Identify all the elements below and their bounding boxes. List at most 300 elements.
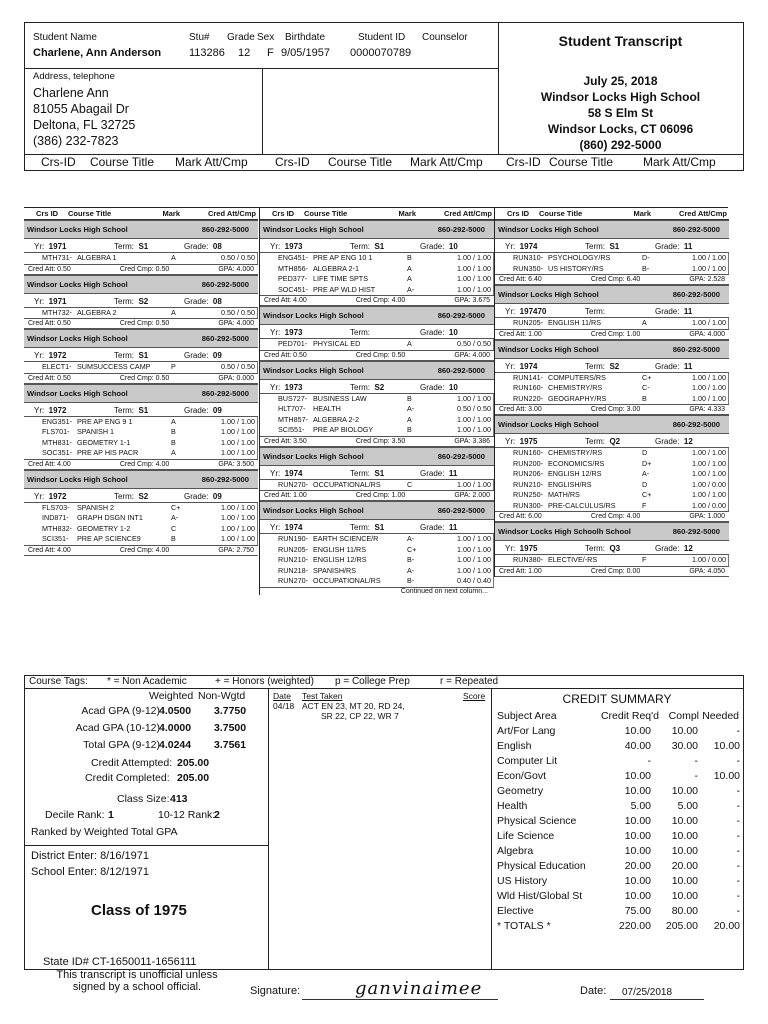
unofficial-line-1: This transcript is unofficial unless [56,969,218,981]
cred-completed: Cred Cmp: 0.50 [119,320,170,327]
credit-summary-row [497,903,741,918]
school-banner [260,361,494,380]
address-block [33,85,135,149]
term-grade-value: 11 [448,523,458,532]
subject-area: Elective [497,904,534,917]
term-year-value: 1971 [48,296,67,306]
term-gpa: GPA: 4.000 [218,320,254,327]
term-block [495,285,729,340]
course-id: SCI351- [42,534,69,543]
col-label-mark: Mark Att/Cmp [410,155,483,169]
term-year-label: Yr: [270,328,285,337]
term-summary [495,404,729,415]
credit-required: 10.00 [624,844,651,857]
course-row [495,448,729,459]
course-mark: P [171,362,176,371]
term-row [260,239,494,253]
term-grade-value: 09 [212,351,222,360]
school-banner [495,415,729,434]
transcript-column-1 [24,207,258,556]
course-row [260,253,494,264]
course-credits: 1.00 / 1.00 [668,448,729,459]
course-credits: 1.00 / 1.00 [197,438,258,449]
course-mark: C+ [407,544,417,554]
course-mark: A [171,307,176,317]
course-title: GRAPH DSGN INT1 [77,513,143,522]
tag-repeated: r = Repeated [440,676,499,687]
term-grade [420,383,480,392]
course-credits: 1.00 / 1.00 [433,480,494,491]
term-name [114,242,184,251]
course-credits: 1.00 / 1.00 [197,513,258,524]
school-banner-name: Windsor Locks High School [27,279,128,289]
term-year-value: 1972 [48,351,67,360]
decile-label: Decile Rank: [45,809,105,821]
course-title: SPANISH/RS [313,565,357,575]
term-summary [24,373,258,384]
course-mark: A [407,263,412,273]
course-id: RUN300- [513,500,543,510]
credit-completed: 10.00 [671,829,698,842]
left-rule [25,845,268,846]
column-header [495,207,729,220]
birthdate-value: 9/05/1957 [281,47,330,59]
course-id: SCI551- [278,425,305,434]
term-year-label: Yr: [34,405,49,415]
cred-completed: Cred Cmp: 0.50 [119,374,170,382]
course-credits: 1.00 / 1.00 [668,459,729,470]
term-grade [655,307,715,316]
term-name-value: S1 [609,242,620,251]
term-grade-label: Grade: [184,351,213,360]
term-summary [495,511,729,522]
course-row [260,415,494,426]
school-banner-name: Windsor Locks High School [498,290,599,299]
course-mark: B [171,534,176,543]
course-credits: 0.50 / 0.50 [433,404,494,415]
course-id: MTH732- [42,307,72,317]
header-mark: Mark [162,208,180,218]
course-mark: F [642,555,647,564]
course-id: MTH831- [42,437,72,447]
course-title: ENGLISH/RS [548,479,592,489]
term-name-value: S1 [374,242,385,251]
term-gpa: GPA: 4.050 [689,567,725,575]
course-id: RUN141- [513,372,543,382]
cred-attempted: Cred Att: 0.50 [28,320,71,327]
term-year-value: 1971 [48,242,67,251]
header-crs: Crs ID [507,208,530,218]
credit-required: 5.00 [630,799,651,812]
school-banner-name: Windsor Locks High School [498,344,599,354]
course-id: MTH857- [278,414,308,424]
course-mark: A [171,253,176,262]
course-credits: 1.00 / 1.00 [197,503,258,514]
term-year [270,523,350,532]
course-mark: F [642,500,647,510]
tags-label: Course Tags: [29,676,88,687]
course-mark: A- [407,565,415,575]
term-summary [260,350,494,361]
school-banner-name: Windsor Locks High School [27,225,128,234]
credit-completed: 10.00 [671,844,698,857]
term-grade-value: 08 [212,242,222,251]
credit-completed: - [694,769,698,782]
course-credits: 0.50 / 0.50 [433,339,494,350]
course-row [260,480,494,491]
school-banner-phone: 860-292-5000 [201,334,249,343]
term-block [24,220,258,275]
school-banner [24,384,258,403]
term-grade-label: Grade: [420,382,449,392]
term-grade-value: 08 [212,296,222,306]
course-title: PRE AP WLD HIST [313,284,376,294]
course-credits: 1.00 / 0.00 [668,480,729,491]
unofficial-line-2: signed by a school official. [72,981,202,993]
subject-area: Algebra [497,844,534,857]
term-row [260,380,494,394]
term-grade-label: Grade: [655,361,684,371]
course-row [260,339,494,350]
school-phone: (860) 292-5000 [579,138,662,152]
header-title: Course Title [539,208,583,218]
course-credits: 1.00 / 1.00 [668,264,729,275]
credit-completed: 20.00 [671,859,698,872]
credit-completed: 205.00 [665,919,698,932]
term-gpa: GPA: 0.000 [218,374,254,382]
term-block [495,340,729,416]
cred-completed: Cred Cmp: 1.00 [590,330,641,338]
course-mark: A- [407,534,415,543]
term-grade [655,544,715,553]
school-banner [260,501,494,520]
term-name [350,383,420,392]
term-name-label: Term: [585,544,610,553]
school-city: Windsor Locks, CT 06096 [547,122,694,136]
credit-summary-row [497,828,741,843]
school-banner-name: Windsor Locks High School [27,334,128,343]
course-credits: 1.00 / 1.00 [668,253,729,264]
cred-attempted: Cred Att: 0.50 [264,351,307,359]
subject-area: Life Science [497,829,555,842]
subject-area: English [497,739,532,752]
course-id: RUN218- [278,565,308,575]
term-grade-value: 11 [448,468,458,478]
term-summary [24,264,258,275]
course-id: RUN310- [513,253,543,262]
term-name [114,406,184,415]
credit-needed: 10.00 [713,769,740,782]
district-enter: District Enter: 8/16/1971 [31,850,150,862]
credit-needed: 10.00 [713,739,740,752]
course-title: LIFE TIME SPTS [313,274,368,283]
school-banner-phone: 860-292-5000 [672,344,720,354]
term-year [34,242,114,251]
credit-summary-header [497,708,741,723]
school-name: Windsor Locks High School [540,90,701,104]
term-year-value: 1975 [519,437,538,446]
term-summary [24,459,258,470]
class-size-label: Class Size: [117,793,170,805]
credit-summary-row [497,873,741,888]
tag-college-prep: p = College Prep [335,676,410,687]
label-student-id: Student ID [358,32,406,43]
course-row [495,394,729,405]
term-block [260,361,494,447]
course-id: RUN220- [513,393,543,403]
course-mark: B [407,425,412,434]
header-crs: Crs ID [272,208,295,218]
term-row [495,239,729,253]
gpa-row [25,722,268,739]
course-mark: B [407,393,412,403]
term-year [270,328,350,337]
signature-line [302,999,498,1000]
course-mark: C [171,523,177,533]
term-year-value: 1974 [284,468,303,478]
course-mark: B- [642,263,650,273]
term-year-value: 1974 [519,361,538,371]
gpa-weighted: 4.0000 [159,722,192,734]
subject-area: US History [497,874,548,887]
gpa-label: Acad GPA (10-12) [75,722,160,734]
term-gpa: GPA: 1.000 [689,513,725,520]
signature-label: Signature: [250,985,301,997]
term-row [495,434,729,448]
sex-value: F [267,47,274,59]
course-row [24,503,258,514]
term-name-label: Term: [585,307,610,316]
school-banner-name: Windsor Locks High School [263,365,364,375]
term-name-value: Q2 [609,437,621,446]
course-id: RUN160- [513,448,543,457]
class-size: 413 [170,793,188,805]
course-title: PRE AP SCIENCE9 [77,534,141,543]
term-year-label: Yr: [34,351,49,360]
term-block [24,384,258,470]
course-id: RUN270- [278,576,308,585]
course-row [24,417,258,428]
continued-note: Continued on next column... [260,587,494,595]
cred-attempted: Cred Att: 1.00 [264,492,307,499]
col-label-mark: Mark Att/Cmp [643,155,716,169]
course-title: OCCUPATIONAL/RS [313,576,381,585]
label-student-name: Student Name [33,32,97,43]
term-year [34,297,114,306]
school-date: July 25, 2018 [583,74,658,88]
rank-value: 2 [214,809,220,821]
credit-summary-row [497,888,741,903]
credit-required: 40.00 [624,739,651,752]
cred-attempted: Cred Att: 0.50 [28,265,71,273]
term-name [350,469,420,478]
course-row [495,318,729,329]
course-row [24,448,258,459]
term-name [585,242,655,251]
credit-required: 10.00 [624,724,651,737]
term-summary [260,436,494,447]
course-row [260,566,494,577]
term-block [260,447,494,502]
course-mark: A [642,318,647,327]
subject-area: Econ/Govt [497,769,547,782]
course-credits: 1.00 / 1.00 [433,545,494,556]
student-id-value: 0000070789 [350,47,412,59]
term-name-value: S2 [609,361,620,371]
course-title: ENGLISH 11/RS [548,318,601,327]
weighted-label: Weighted [149,690,194,702]
term-year-value: 1972 [48,491,67,501]
header-mark: Mark [398,208,416,218]
course-id: ELECT1- [42,362,72,371]
term-name-value: S2 [374,382,385,392]
course-id: ENG451- [278,253,308,262]
course-title: PRE AP BIOLOGY [313,425,374,434]
course-title: PHYSICAL ED [313,339,361,348]
transcript-grid [24,207,728,652]
course-title: OCCUPATIONAL/RS [313,479,381,489]
course-title: US HISTORY/RS [548,263,604,273]
course-title: PRE-CALCULUS/RS [548,500,616,510]
gpa-row [25,705,268,722]
term-grade-value: 10 [448,242,458,251]
label-sex: Sex [257,32,275,43]
term-block [24,275,258,330]
term-row [260,520,494,534]
label-address: Address, telephone [33,71,115,82]
credit-completed: 10.00 [671,724,698,737]
credit-completed: Compl [668,709,699,722]
decile-value: 1 [108,809,114,821]
term-grade-label: Grade: [184,242,213,251]
signature-date: 07/25/2018 [622,987,673,998]
course-row [24,362,258,373]
term-year [505,544,585,553]
credit-completed: - [694,754,698,767]
course-title: GEOMETRY 1-2 [77,523,131,533]
course-credits: 1.00 / 1.00 [433,394,494,405]
course-credits: 1.00 / 0.00 [668,501,729,512]
tag-non-academic: * = Non Academic [107,676,187,687]
course-title: GEOMETRY 1-1 [77,437,131,447]
course-title: GEOGRAPHY/RS [548,393,607,403]
term-grade-label: Grade: [184,491,213,501]
course-mark: A [171,448,176,457]
cred-completed: Cred Cmp: 6.40 [590,276,641,283]
course-credits: 0.40 / 0.40 [433,576,494,587]
credit-needed: - [736,754,740,767]
course-credits: 1.00 / 1.00 [668,469,729,480]
student-name: Charlene, Ann Anderson [33,47,162,59]
course-credits: 1.00 / 1.00 [197,534,258,545]
course-credits: 1.00 / 1.00 [433,555,494,566]
term-name-label: Term: [585,437,610,446]
course-mark: D [642,448,648,457]
header-box [24,22,744,171]
subject-area: * TOTALS * [497,919,551,932]
header-crs: Crs ID [36,208,59,218]
term-grade-label: Grade: [184,405,213,415]
school-banner [24,470,258,489]
stu-number: 113286 [189,47,225,59]
course-id: FLS703- [42,502,70,512]
class-of: Class of 1975 [91,902,187,919]
course-mark: C+ [642,490,652,499]
school-banner-phone: 860-292-5000 [437,311,485,320]
term-year-label: Yr: [34,296,49,306]
gpa-nonweighted: 3.7561 [214,739,247,751]
credit-completed: 10.00 [671,889,698,902]
test-date: 04/18 [273,701,295,711]
course-title: EARTH SCIENCE/R [313,534,379,543]
gpa-table [25,705,268,756]
term-block [24,329,258,384]
credit-needed: 20.00 [713,919,740,932]
course-row [495,501,729,512]
label-stu: Stu# [189,32,210,43]
nonwgtd-label: Non-Wgtd [198,690,246,702]
term-name [585,544,655,553]
header-cred: Cred Att/Cmp [207,208,256,218]
tests-score-label: Score [463,691,486,701]
term-name [585,437,655,446]
school-banner-phone: 860-292-5000 [672,290,720,299]
course-credits: 1.00 / 1.00 [197,417,258,428]
course-mark: D+ [642,458,652,468]
term-grade-label: Grade: [655,437,684,446]
transcript-column-3 [494,207,729,577]
tag-honors: + = Honors (weighted) [215,676,314,687]
term-year-value: 1973 [284,328,303,337]
course-id: RUN380- [513,555,543,564]
school-banner [260,220,494,239]
credit-summary-row [497,918,741,933]
credit-required: - [647,754,651,767]
col-label-crs: Crs-ID [506,155,541,169]
col-label-title: Course Title [328,155,393,169]
term-year [34,351,114,360]
course-credits: 0.50 / 0.50 [197,253,258,264]
test-line-2: SR 22, CP 22, WR 7 [321,711,399,721]
gpa-weighted: 4.0500 [159,705,192,717]
credit-summary-row [497,783,741,798]
term-name-value: S2 [138,296,149,306]
term-row [260,466,494,480]
course-credits: 1.00 / 1.00 [197,524,258,535]
term-name [350,328,420,337]
course-id: MTH731- [42,253,72,262]
course-title: PRE AP ENG 9 1 [77,416,133,426]
label-counselor: Counselor [422,32,468,43]
gpa-row [25,739,268,756]
credit-needed: - [736,784,740,797]
term-block [260,501,494,587]
course-id: RUN205- [278,544,308,554]
credit-attempted: 205.00 [177,757,210,769]
course-credits: 1.00 / 1.00 [433,566,494,577]
course-id: FLS701- [42,427,70,436]
gpa-label: Total GPA (9-12) [83,739,160,751]
cred-attempted: Cred Att: 4.00 [264,297,307,304]
term-year-value: 1973 [284,242,303,251]
subject-area: Wld Hist/Global St [497,889,583,902]
course-credits: 1.00 / 1.00 [433,264,494,275]
credit-required: 10.00 [624,874,651,887]
cred-completed: Cred Cmp: 0.50 [355,351,406,359]
school-banner [24,329,258,348]
credit-summary-table [497,708,741,933]
term-grade [184,297,244,306]
